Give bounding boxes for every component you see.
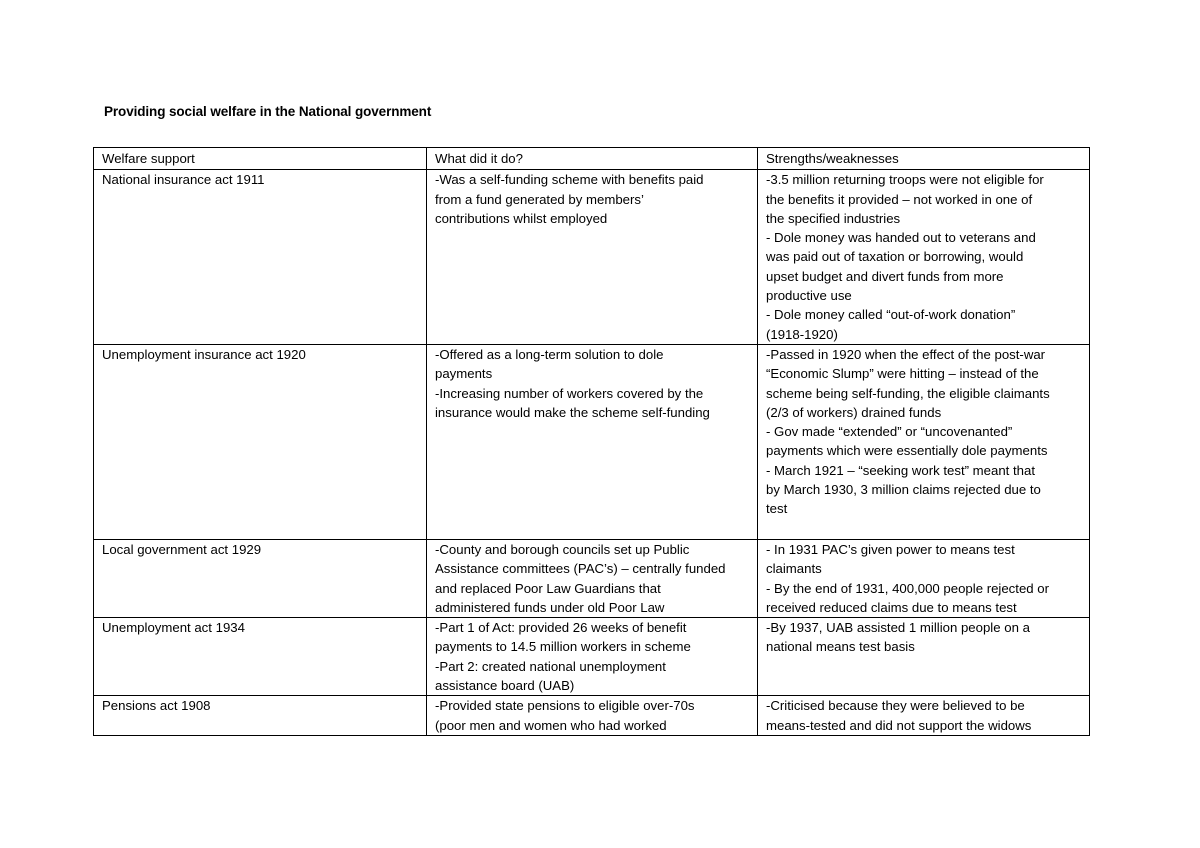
text-line: claimants xyxy=(766,561,822,577)
text-line: contributions whilst employed xyxy=(435,210,608,226)
table-row xyxy=(94,170,1090,345)
text-line: -Passed in 1920 when the effect of the post-war xyxy=(766,346,1046,362)
text-line: national means test basis xyxy=(766,639,915,655)
support-cell: Unemployment insurance act 1920 xyxy=(94,344,427,539)
text-line: (1918-1920) xyxy=(766,326,838,342)
text-line: - Gov made “extended” or “uncovenanted” xyxy=(766,424,1013,440)
text-line: -By 1937, UAB assisted 1 million people on a xyxy=(766,620,1030,636)
text-line: -Part 1 of Act: provided 26 weeks of benefit xyxy=(435,620,687,636)
welfare-table xyxy=(93,147,1090,736)
text-line: the benefits it provided – not worked in one of xyxy=(766,191,1033,207)
table-header-row xyxy=(94,148,1090,170)
text-line: - March 1921 – “seeking work test” meant that xyxy=(766,462,1035,478)
strengths-cell xyxy=(758,539,1090,617)
text-line: test xyxy=(766,501,788,517)
column-header-strengths-weaknesses: Strengths/weaknesses xyxy=(758,148,1090,170)
text-line: assistance board (UAB) xyxy=(435,678,575,694)
text-line: from a fund generated by members’ xyxy=(435,191,644,207)
text-line: the specified industries xyxy=(766,210,901,226)
text-line: means-tested and did not support the widows xyxy=(766,717,1032,733)
text-line: and replaced Poor Law Guardians that xyxy=(435,580,661,596)
strengths-cell xyxy=(758,696,1090,736)
what-cell xyxy=(427,618,758,696)
text-line: -Was a self-funding scheme with benefits paid xyxy=(435,172,704,188)
text-line: (poor men and women who had worked xyxy=(435,717,667,733)
table-row xyxy=(94,539,1090,617)
text-line: by March 1930, 3 million claims rejected due to xyxy=(766,482,1041,498)
text-line: was paid out of taxation or borrowing, would xyxy=(766,249,1024,265)
support-cell: Unemployment act 1934 xyxy=(94,618,427,696)
table-row xyxy=(94,618,1090,696)
strengths-cell xyxy=(758,344,1090,539)
text-line: productive use xyxy=(766,288,852,304)
column-header-welfare-support: Welfare support xyxy=(94,148,427,170)
what-cell xyxy=(427,344,758,539)
support-cell: Pensions act 1908 xyxy=(94,696,427,736)
what-cell xyxy=(427,539,758,617)
text-line: -Part 2: created national unemployment xyxy=(435,658,666,674)
text-line: -County and borough councils set up Public xyxy=(435,541,690,557)
text-line: payments to 14.5 million workers in scheme xyxy=(435,639,691,655)
page-title: Providing social welfare in the National government xyxy=(104,104,432,119)
table-row xyxy=(94,344,1090,539)
table-row xyxy=(94,696,1090,736)
support-cell: National insurance act 1911 xyxy=(94,170,427,345)
text-line: -Provided state pensions to eligible over-70s xyxy=(435,698,695,714)
strengths-cell xyxy=(758,170,1090,345)
text-line: received reduced claims due to means test xyxy=(766,599,1017,615)
what-cell xyxy=(427,170,758,345)
text-line: -Criticised because they were believed to be xyxy=(766,698,1025,714)
text-line: administered funds under old Poor Law xyxy=(435,599,665,615)
text-line: -Offered as a long-term solution to dole xyxy=(435,346,664,362)
text-line: - Dole money was handed out to veterans and xyxy=(766,230,1036,246)
strengths-cell xyxy=(758,618,1090,696)
text-line: (2/3 of workers) drained funds xyxy=(766,404,942,420)
text-line: -Increasing number of workers covered by the xyxy=(435,385,704,401)
what-cell xyxy=(427,696,758,736)
text-line: - In 1931 PAC’s given power to means test xyxy=(766,541,1015,557)
text-line: Assistance committees (PAC’s) – centrally funded xyxy=(435,561,726,577)
text-line: “Economic Slump” were hitting – instead of the xyxy=(766,366,1039,382)
text-line: - Dole money called “out-of-work donation” xyxy=(766,307,1016,323)
text-line: -3.5 million returning troops were not eligible for xyxy=(766,172,1044,188)
text-line: - By the end of 1931, 400,000 people rejected or xyxy=(766,580,1050,596)
text-line: insurance would make the scheme self-funding xyxy=(435,404,710,420)
text-line: payments which were essentially dole payments xyxy=(766,443,1048,459)
text-line: payments xyxy=(435,366,493,382)
text-line: scheme being self-funding, the eligible claimants xyxy=(766,385,1050,401)
column-header-what-did-it-do: What did it do? xyxy=(427,148,758,170)
text-line: upset budget and divert funds from more xyxy=(766,268,1004,284)
support-cell: Local government act 1929 xyxy=(94,539,427,617)
